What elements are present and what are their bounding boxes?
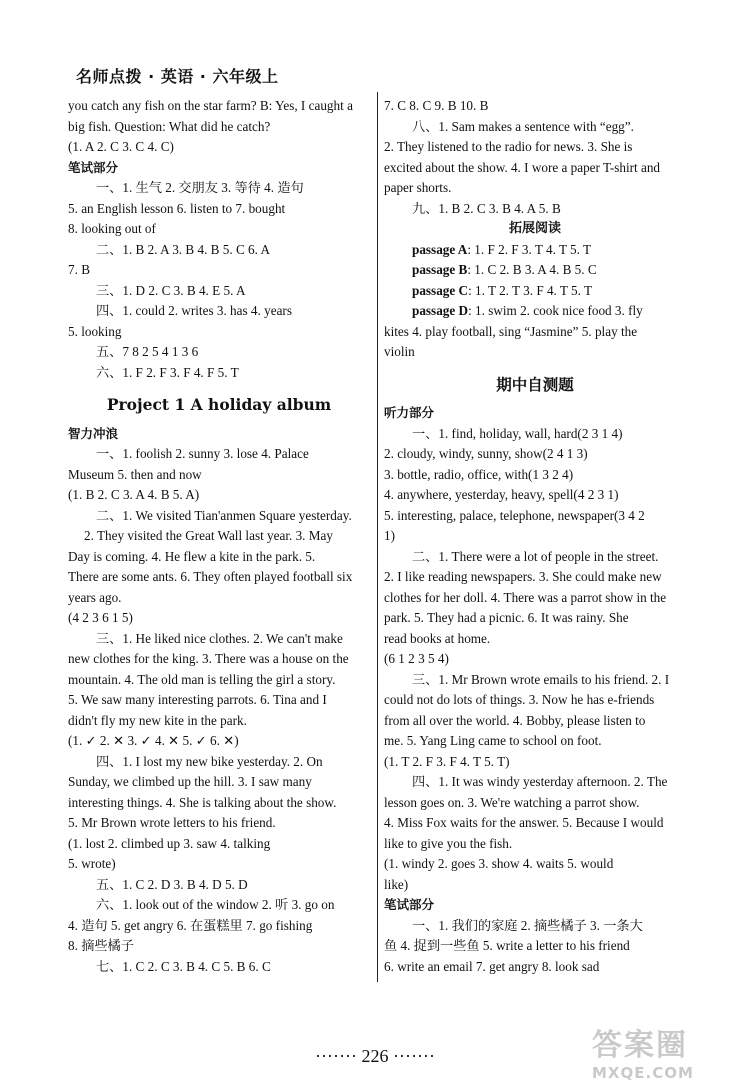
answer-line: excited about the show. 4. I wore a paper T-shirt and xyxy=(384,159,661,175)
answer-line: violin xyxy=(384,344,415,359)
answer-line: from all over the world. 4. Bobby, please listen to xyxy=(384,712,646,728)
answer-line: Day is coming. 4. He flew a kite in the park. 5. xyxy=(68,548,316,564)
answer-line: 二、1. We visited Tian'anmen Square yesterday. xyxy=(96,507,352,523)
answer-line: read books at home. xyxy=(384,630,491,646)
passage-label: passage D xyxy=(412,303,469,318)
passage-answers: : 1. swim 2. cook nice food 3. fly xyxy=(468,303,643,318)
answer-line: mountain. 4. The old man is telling the girl a story. xyxy=(68,671,336,687)
answer-line: me. 5. Yang Ling came to school on foot. xyxy=(384,733,602,748)
page-number-dots-left: ······· xyxy=(315,1046,357,1066)
answer-line: (1. A 2. C 3. C 4. C) xyxy=(68,139,174,154)
answer-line: (1. windy 2. goes 3. show 4. waits 5. would xyxy=(384,856,614,871)
answer-line: 2. They visited the Great Wall last year. 3. May xyxy=(84,528,333,543)
answer-line: could not do lots of things. 3. Now he has e-friends xyxy=(384,692,655,707)
answer-line: 二、1. There were a lot of people in the street. xyxy=(412,548,659,564)
answer-line: 六、1. look out of the window 2. 听 3. go on xyxy=(96,897,335,912)
answer-line: 九、1. B 2. C 3. B 4. A 5. B xyxy=(412,200,561,216)
answer-line: 三、1. He liked nice clothes. 2. We can't make xyxy=(96,630,343,646)
answer-line: 5. interesting, palace, telephone, newspaper(3 4 2 xyxy=(384,507,645,523)
answer-line: clothes for her doll. 4. There was a parrot show in the xyxy=(384,589,667,605)
passage-label: passage A xyxy=(412,241,468,257)
watermark-bottom-text: MXQE.COM xyxy=(592,1064,694,1082)
answer-line: 三、1. Mr Brown wrote emails to his friend. 2. I xyxy=(412,671,670,687)
answer-line: (1. lost 2. climbed up 3. saw 4. talking xyxy=(68,835,271,851)
answer-line: 四、1. I lost my new bike yesterday. 2. On xyxy=(96,753,323,769)
section-label: 听力部分 xyxy=(384,405,435,420)
answer-line: 7. B xyxy=(68,262,90,277)
answer-line: 4. Miss Fox waits for the answer. 5. Because I would xyxy=(384,815,664,830)
answer-line: 二、1. B 2. A 3. B 4. B 5. C 6. A xyxy=(96,241,271,257)
answer-line: (4 2 3 6 1 5) xyxy=(68,610,133,625)
answer-line: 一、1. find, holiday, wall, hard(2 3 1 4) xyxy=(412,425,623,441)
passage-label: passage B xyxy=(412,262,468,277)
answer-line: 5. We saw many interesting parrots. 6. Tina and I xyxy=(68,692,327,707)
answer-line: 2. I like reading newspapers. 3. She could make new xyxy=(384,569,662,584)
answer-line: 4. 造句 5. get angry 6. 在蛋糕里 7. go fishing xyxy=(68,917,313,933)
answer-line: 一、1. 我们的家庭 2. 摘些橘子 3. 一条大 xyxy=(412,917,643,933)
passage-answer-line xyxy=(384,240,686,261)
answer-line: There are some ants. 6. They often played football six xyxy=(68,569,353,584)
passage-answer-line xyxy=(384,281,686,302)
passage-answer-line xyxy=(384,301,686,322)
page-number-value: 226 xyxy=(361,1046,389,1066)
answer-line: like) xyxy=(384,876,409,892)
answer-line: 2. They listened to the radio for news. 3. She is xyxy=(384,139,633,154)
section-title: Project 1 A holiday album xyxy=(106,395,332,414)
passage-label: passage C xyxy=(412,282,469,298)
answer-line: 七、1. C 2. C 3. B 4. C 5. B 6. C xyxy=(96,958,271,974)
answer-line: 五、7 8 2 5 4 1 3 6 xyxy=(96,344,199,359)
answer-line: new clothes for the king. 3. There was a house on the xyxy=(68,651,349,666)
answer-line: kites 4. play football, sing “Jasmine” 5. play the xyxy=(384,323,638,339)
answer-line: 四、1. It was windy yesterday afternoon. 2. The xyxy=(412,774,668,789)
page-number-dots-right: ······· xyxy=(393,1046,435,1066)
answer-line: you catch any fish on the star farm? B: Yes, I caught a xyxy=(68,98,353,113)
answer-line: 3. bottle, radio, office, with(1 3 2 4) xyxy=(384,466,574,482)
watermark-top-text: 答案圈 xyxy=(592,1028,688,1063)
answer-line: (1. ✓ 2. ✕ 3. ✓ 4. ✕ 5. ✓ 6. ✕) xyxy=(68,733,239,748)
section-label: 笔试部分 xyxy=(68,159,119,175)
passage-answers: : 1. F 2. F 3. T 4. T 5. T xyxy=(467,241,592,257)
answer-line: didn't fly my new kite in the park. xyxy=(68,712,247,728)
answer-line: park. 5. They had a picnic. 6. It was rainy. She xyxy=(384,610,629,625)
answer-line: 5. an English lesson 6. listen to 7. bought xyxy=(68,200,286,216)
answer-line: Museum 5. then and now xyxy=(68,466,202,482)
answer-line: 1) xyxy=(384,528,395,543)
answer-line: 鱼 4. 捉到一些鱼 5. write a letter to his friend xyxy=(384,938,630,953)
answer-line: 2. cloudy, windy, sunny, show(2 4 1 3) xyxy=(384,446,588,461)
section-title: 期中自测题 xyxy=(496,374,574,394)
answer-line: (1. T 2. F 3. F 4. T 5. T) xyxy=(384,753,510,769)
answer-line: 7. C 8. C 9. B 10. B xyxy=(384,98,489,113)
answer-line: Sunday, we climbed up the hill. 3. I saw many xyxy=(68,774,312,789)
passage-answers: : 1. C 2. B 3. A 4. B 5. C xyxy=(467,262,597,277)
answer-line: 5. Mr Brown wrote letters to his friend. xyxy=(68,815,276,830)
answer-line: 8. looking out of xyxy=(68,221,156,236)
answer-line: 4. anywhere, yesterday, heavy, spell(4 2 3 1) xyxy=(384,487,619,502)
answer-line: interesting things. 4. She is talking about the show. xyxy=(68,794,337,810)
answer-line: 五、1. C 2. D 3. B 4. D 5. D xyxy=(96,876,248,892)
answer-line: (6 1 2 3 5 4) xyxy=(384,651,449,666)
section-subtitle: 拓展阅读 xyxy=(508,221,561,236)
watermark-logo xyxy=(592,1020,742,1080)
answer-line: 八、1. Sam makes a sentence with “egg”. xyxy=(412,118,634,134)
answer-line: 一、1. foolish 2. sunny 3. lose 4. Palace xyxy=(96,446,309,461)
answer-line: 6. write an email 7. get angry 8. look sad xyxy=(384,958,600,974)
answer-line: big fish. Question: What did he catch? xyxy=(68,118,271,134)
left-answer-column xyxy=(68,96,370,977)
section-label: 笔试部分 xyxy=(384,897,435,912)
answer-line: years ago. xyxy=(68,589,122,605)
passage-answers: : 1. T 2. T 3. F 4. T 5. T xyxy=(468,282,593,298)
answer-line: 六、1. F 2. F 3. F 4. F 5. T xyxy=(96,364,239,380)
answer-line: lesson goes on. 3. We're watching a parrot show. xyxy=(384,794,640,810)
answer-line: 5. looking xyxy=(68,323,122,339)
section-label: 智力冲浪 xyxy=(68,425,119,441)
answer-line: 5. wrote) xyxy=(68,856,116,871)
answer-line: 8. 摘些橘子 xyxy=(68,938,134,953)
answer-line: paper shorts. xyxy=(384,180,452,195)
answer-line: like to give you the fish. xyxy=(384,835,513,851)
answer-line: 四、1. could 2. writes 3. has 4. years xyxy=(96,303,292,318)
answer-line: 三、1. D 2. C 3. B 4. E 5. A xyxy=(96,282,246,298)
answer-line: 一、1. 生气 2. 交朋友 3. 等待 4. 造句 xyxy=(96,180,304,195)
passage-answer-line xyxy=(384,260,686,281)
right-answer-column xyxy=(384,96,686,977)
answer-line: (1. B 2. C 3. A 4. B 5. A) xyxy=(68,487,200,502)
column-divider xyxy=(377,92,378,982)
book-header-title: 名师点拨 · 英语 · 六年级上 xyxy=(76,67,279,86)
